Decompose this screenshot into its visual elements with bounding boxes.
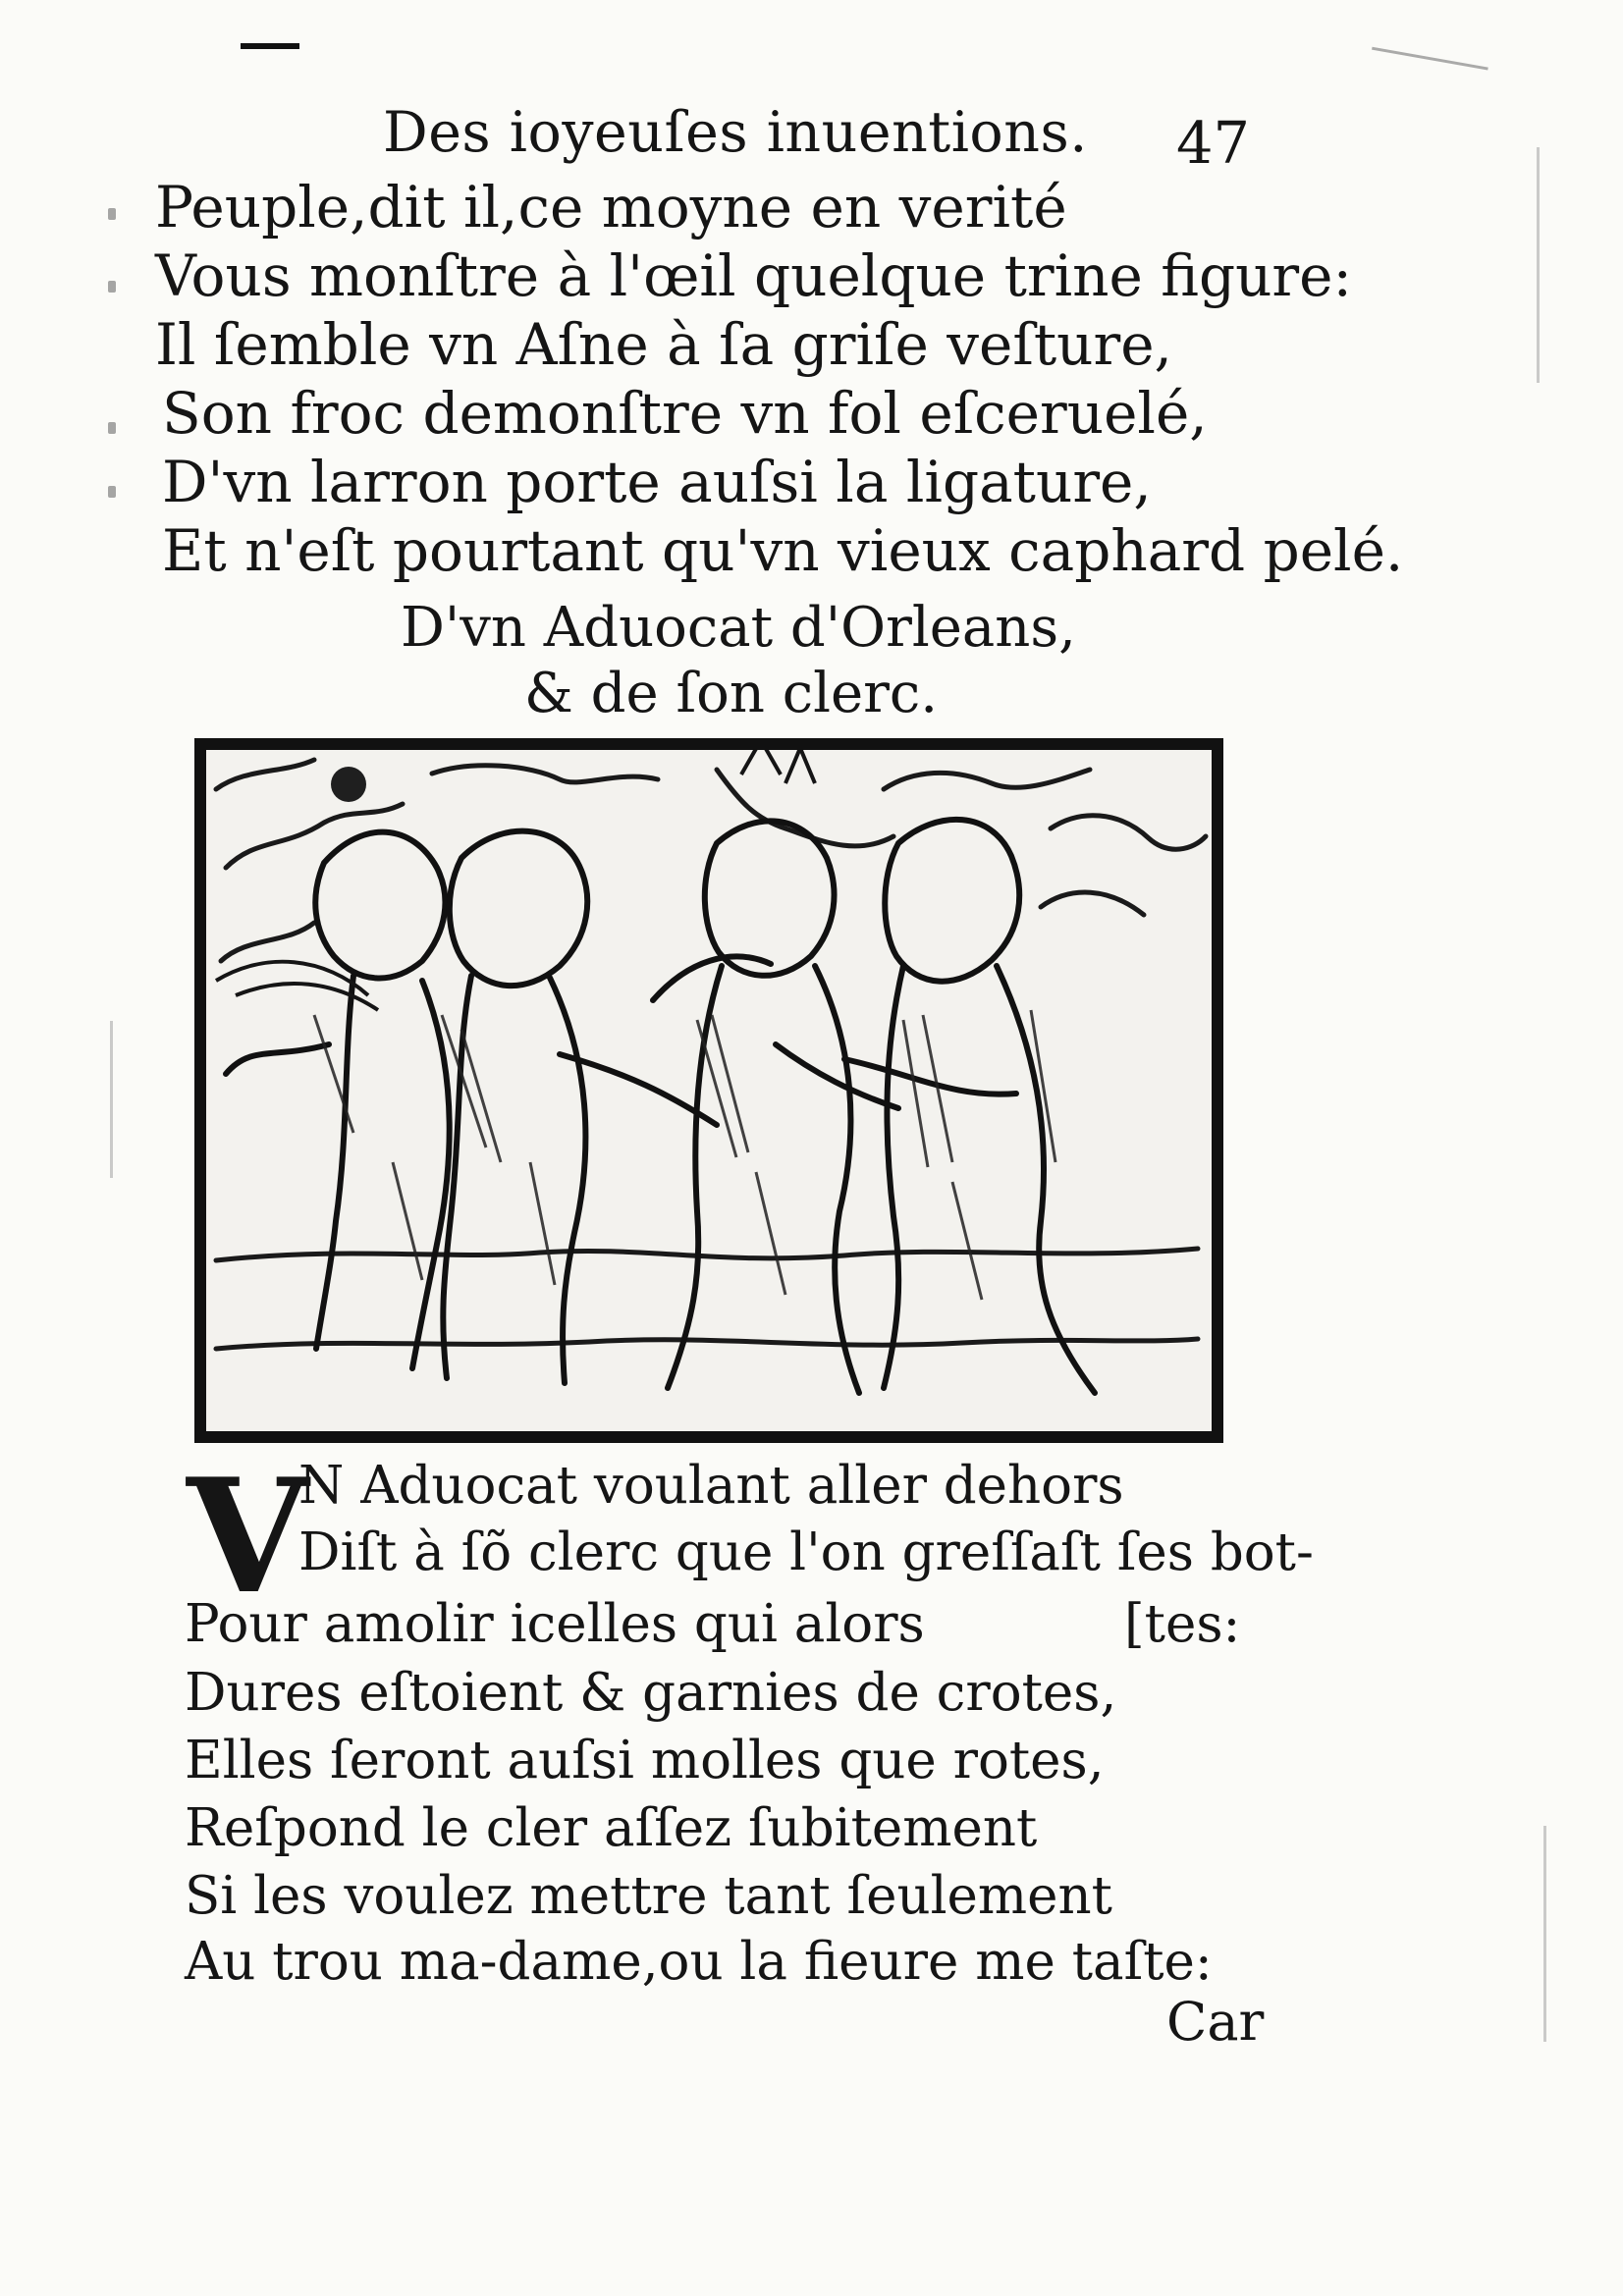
poem-line-6: Reſpond le cler aſſez ſubitement bbox=[185, 1798, 1038, 1858]
sun-emblem bbox=[331, 767, 366, 802]
printed-rule bbox=[241, 43, 299, 49]
margin-mark bbox=[108, 422, 116, 434]
verse-line-6: Et n'eſt pourtant qu'vn vieux caphard pelé. bbox=[162, 517, 1404, 584]
poem-line-8: Au trou ma-dame,ou la fieure me taſte: bbox=[185, 1932, 1213, 1992]
running-header: Des ioyeuſes inuentions. bbox=[383, 100, 1088, 165]
catchword: Car bbox=[1166, 1991, 1265, 2053]
poem-line-3: Pour amolir icelles qui alors bbox=[185, 1594, 925, 1654]
page-edge-shadow bbox=[1537, 147, 1540, 383]
verse-line-3: Il ſemble vn Aſne à ſa griſe veſture, bbox=[155, 311, 1172, 378]
page-number: 47 bbox=[1176, 109, 1251, 177]
margin-mark bbox=[108, 208, 116, 220]
verse-line-1: Peuple,dit il,ce moyne en verité bbox=[155, 174, 1067, 240]
verse-line-4: Son froc demonſtre vn fol eſceruelé, bbox=[162, 380, 1208, 447]
poem-line-7: Si les voulez mettre tant ſeulement bbox=[185, 1866, 1112, 1926]
spine-shadow bbox=[110, 1021, 113, 1178]
margin-mark bbox=[108, 486, 116, 498]
page-edge-shadow-lower bbox=[1543, 1826, 1546, 2042]
margin-mark bbox=[108, 281, 116, 293]
woodcut-scene bbox=[206, 750, 1212, 1431]
poem-line-3-overflow: [tes: bbox=[1124, 1594, 1241, 1654]
drop-cap-v: V bbox=[187, 1444, 309, 1629]
section-heading-line-2: & de ſon clerc. bbox=[524, 662, 939, 725]
poem-line-5: Elles ſeront auſsi molles que rotes, bbox=[185, 1731, 1105, 1790]
poem-line-2: Diſt à ſõ clerc que l'on greſſaſt ſes bot- bbox=[298, 1522, 1314, 1582]
poem-line-4: Dures eſtoient & garnies de crotes, bbox=[185, 1663, 1117, 1723]
page-smudge bbox=[1369, 47, 1488, 86]
section-heading-line-1: D'vn Aduocat d'Orleans, bbox=[401, 596, 1076, 660]
verse-line-5: D'vn larron porte auſsi la ligature, bbox=[162, 449, 1152, 515]
woodcut-illustration bbox=[194, 738, 1223, 1443]
poem-line-1: N Aduocat voulant aller dehors bbox=[298, 1456, 1124, 1516]
verse-line-2: Vous monſtre à l'œil quelque trine figure: bbox=[155, 242, 1353, 309]
